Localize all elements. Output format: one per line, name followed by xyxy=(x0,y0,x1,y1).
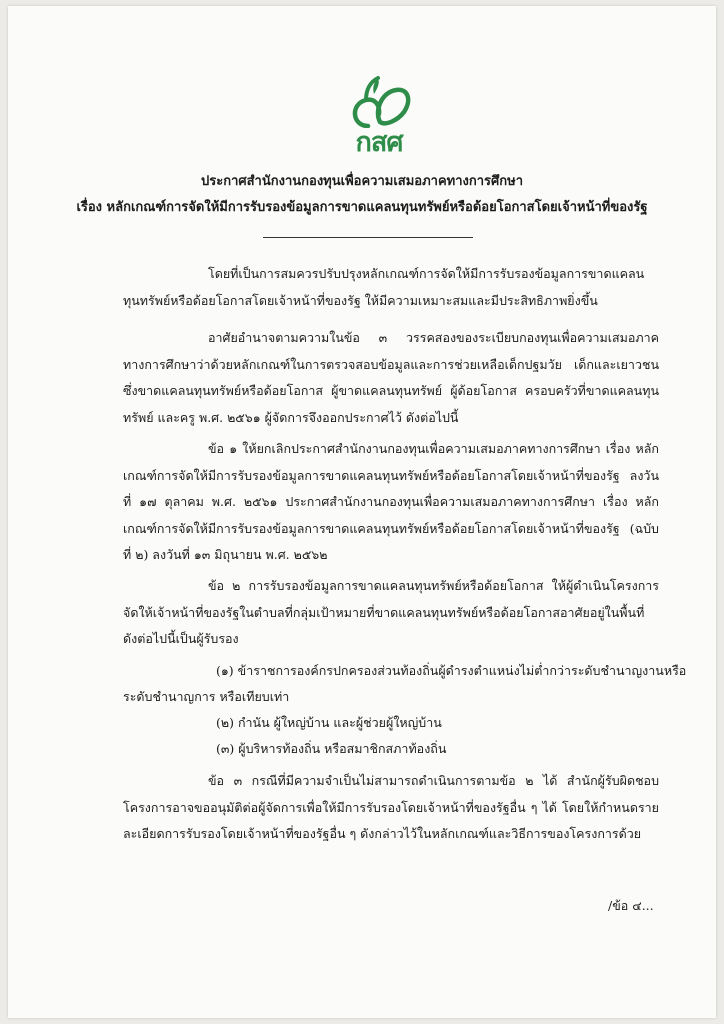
announcement-title: ประกาศสำนักงานกองทุนเพื่อความเสมอภาคทางการศึกษา xyxy=(200,174,524,189)
clause-1-paragraph xyxy=(123,436,659,569)
clause-2-item-2: (๒) กำนัน ผู้ใหญ่บ้าน และผู้ช่วยผู้ใหญ่บ้าน xyxy=(216,715,442,730)
clause-3-text: ข้อ ๓ กรณีที่มีความจำเป็นไม่สามารถดำเนินการตามข้อ ๒ ได้ สำนักผู้รับผิดชอบโครงการอาจขออนุมัติต่อผู้จัดการเพื่อให้มีการรับรองโดยเจ้าหน้าที่ของรัฐอื่น ๆ ได้ โดยให้กำหนดรายละเอียดการรับรองโดยเจ้าหน้าที่ของรัฐอื่น ๆ ดังกล่าวไว้ในหลักเกณฑ์และวิธีการของโครงการด้วย xyxy=(123,773,659,841)
authority-paragraph xyxy=(123,325,659,431)
logo-wordmark: กสศ xyxy=(355,127,403,158)
clause-1-text: ข้อ ๑ ให้ยกเลิกประกาศสำนักงานกองทุนเพื่อความเสมอภาคทางการศึกษา เรื่อง หลักเกณฑ์การจัดให้มีการรับรองข้อมูลการขาดแคลนทุนทรัพย์หรือด้อยโอกาสโดยเจ้าหน้าที่ของรัฐ ลงวันที่ ๑๗ ตุลาคม พ.ศ. ๒๕๖๑ ประกาศสำนักงานกองทุนเพื่อความเสมอภาคทางการศึกษา เรื่อง หลักเกณฑ์การจัดให้มีการรับรองข้อมูลการขาดแคลนทุนทรัพย์หรือด้อยโอกาสโดยเจ้าหน้าที่ของรัฐ (ฉบับที่ ๒) ลงวันที่ ๑๓ มิถุนายน พ.ศ. ๒๕๖๒ xyxy=(123,441,659,562)
title-divider xyxy=(263,237,473,238)
announcement-subject: เรื่อง หลักเกณฑ์การจัดให้มีการรับรองข้อมูลการขาดแคลนทุนทรัพย์หรือด้อยโอกาสโดยเจ้าหน้าที่ของรัฐ xyxy=(76,200,648,215)
clause-2-item-1-line-1: (๑) ข้าราชการองค์กรปกครองส่วนท้องถิ่นผู้ดำรงตำแหน่งไม่ต่ำกว่าระดับชำนาญงานหรือ xyxy=(216,663,687,678)
clause-2-item-1-line-2: ระดับชำนาญการ หรือเทียบเท่า xyxy=(123,689,290,704)
preamble-text: โดยที่เป็นการสมควรปรับปรุงหลักเกณฑ์การจัดให้มีการรับรองข้อมูลการขาดแคลนทุนทรัพย์หรือด้อยโอกาสโดยเจ้าหน้าที่ของรัฐ ให้มีความเหมาะสมและมีประสิทธิภาพยิ่งขึ้น xyxy=(123,266,645,308)
agency-logo xyxy=(344,72,414,162)
continued-marker: /ข้อ ๔... xyxy=(608,898,654,913)
clause-2-item-3: (๓) ผู้บริหารท้องถิ่น หรือสมาชิกสภาท้องถิ่น xyxy=(216,741,447,756)
clause-2-paragraph xyxy=(123,573,659,653)
clause-2-text: ข้อ ๒ การรับรองข้อมูลการขาดแคลนทุนทรัพย์หรือด้อยโอกาส ให้ผู้ดำเนินโครงการจัดให้เจ้าหน้าที่ของรัฐในตำบลที่กลุ่มเป้าหมายที่ขาดแคลนทุนทรัพย์หรือด้อยโอกาสอาศัยอยู่ในพื้นที่ ดังต่อไปนี้เป็นผู้รับรอง xyxy=(123,578,659,646)
leaf-emblem-icon xyxy=(344,72,414,128)
clause-3-paragraph xyxy=(123,768,659,848)
preamble-paragraph xyxy=(123,261,659,314)
document-page xyxy=(8,6,716,1018)
authority-text: อาศัยอำนาจตามความในข้อ ๓ วรรคสองของระเบียบกองทุนเพื่อความเสมอภาคทางการศึกษาว่าด้วยหลักเกณฑ์ในการตรวจสอบข้อมูลและการช่วยเหลือเด็กปฐมวัย เด็กและเยาวชนซึ่งขาดแคลนทุนทรัพย์หรือด้อยโอกาส ผู้ขาดแคลนทุนทรัพย์ ผู้ด้อยโอกาส ครอบครัวที่ขาดแคลนทุนทรัพย์ และครู พ.ศ. ๒๕๖๑ ผู้จัดการจึงออกประกาศไว้ ดังต่อไปนี้ xyxy=(123,330,659,425)
